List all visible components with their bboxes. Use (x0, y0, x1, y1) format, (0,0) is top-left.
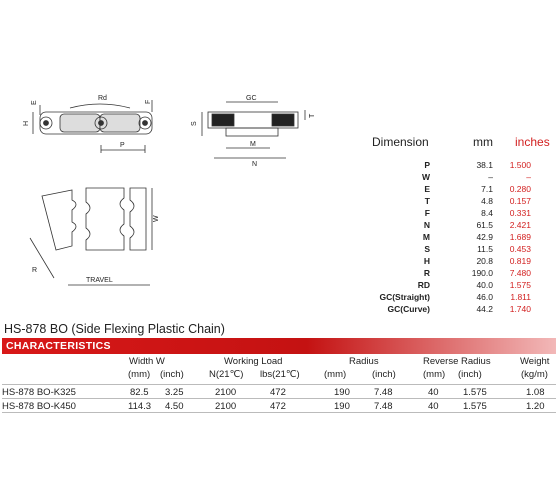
header-reverse-radius: Reverse Radius (423, 356, 491, 367)
drawing-label-h: H (23, 120, 30, 126)
dimension-row: M 42.9 1.689 (422, 232, 531, 242)
dimension-row: N 61.5 2.421 (423, 220, 531, 230)
drawing-label-rd: Rd (98, 95, 107, 102)
header-radius-mm: (mm) (324, 369, 347, 380)
header-width: Width W (129, 356, 165, 367)
dimension-row: E 7.1 0.280 (424, 184, 531, 194)
dimension-row: T 4.8 0.157 (424, 196, 531, 206)
dimension-header: Dimension (372, 135, 429, 149)
header-working-load: Working Load (224, 356, 283, 367)
row-radius-mm: 190 (334, 387, 350, 398)
header-rev-inch: (inch) (458, 369, 482, 380)
header-rev-mm: (mm) (423, 369, 446, 380)
header-weight: Weight (520, 356, 550, 367)
row-rev-mm: 40 (428, 387, 439, 398)
header-width-inch: (inch) (160, 369, 184, 380)
row-width-inch: 4.50 (165, 401, 184, 412)
dimension-row: S 11.5 0.453 (424, 244, 531, 254)
drawing-label-w: W (153, 215, 160, 222)
drawing-label-t: T (309, 113, 316, 118)
row-model: HS-878 BO-K450 (2, 401, 76, 412)
row-load-lbs: 472 (270, 401, 286, 412)
characteristics-label: CHARACTERISTICS (6, 340, 111, 352)
mm-header: mm (473, 135, 493, 149)
header-load-n: N(21℃) (209, 369, 244, 380)
header-radius: Radius (349, 356, 379, 367)
header-radius-inch: (inch) (372, 369, 396, 380)
characteristics-bar (2, 338, 556, 354)
row-load-n: 2100 (215, 387, 237, 398)
inches-header: inches (515, 135, 550, 149)
row-radius-mm: 190 (334, 401, 350, 412)
dimension-row: GC(Curve) 44.2 1.740 (387, 304, 531, 314)
front-view (202, 102, 305, 158)
dimension-row: GC(Straight) 46.0 1.811 (379, 292, 531, 302)
drawing-label-s: S (191, 121, 198, 126)
dimension-row: H 20.8 0.819 (423, 256, 531, 266)
side-view (33, 100, 152, 153)
drawing-label-p: P (120, 142, 125, 149)
row-model: HS-878 BO-K325 (2, 387, 76, 398)
row-radius-inch: 7.48 (374, 401, 393, 412)
product-title: HS-878 BO (Side Flexing Plastic Chain) (4, 322, 225, 336)
dimension-row: F 8.4 0.331 (424, 208, 531, 218)
row-weight: 1.20 (526, 401, 545, 412)
row-width-mm: 82.5 (130, 387, 149, 398)
dimension-row: P 38.1 1.500 (424, 160, 531, 170)
row-rev-inch: 1.575 (463, 401, 487, 412)
drawing-label-f: F (145, 99, 152, 104)
table-divider (2, 412, 556, 413)
row-width-mm: 114.3 (128, 401, 152, 412)
drawing-label-e: E (31, 100, 38, 105)
dimension-row: R 190.0 7.480 (423, 268, 531, 278)
row-load-lbs: 472 (270, 387, 286, 398)
row-rev-inch: 1.575 (463, 387, 487, 398)
table-divider (2, 398, 556, 399)
row-radius-inch: 7.48 (374, 387, 393, 398)
row-rev-mm: 40 (428, 401, 439, 412)
drawing-label-travel: TRAVEL (86, 277, 113, 284)
top-view (30, 188, 152, 285)
dimension-row: W – – (421, 172, 531, 182)
header-weight-unit: (kg/m) (521, 369, 548, 380)
header-load-lbs: lbs(21℃) (260, 369, 300, 380)
header-width-mm: (mm) (128, 369, 151, 380)
row-weight: 1.08 (526, 387, 545, 398)
drawing-label-n: N (252, 161, 258, 168)
dimension-row: RD 40.0 1.575 (417, 280, 531, 290)
row-width-inch: 3.25 (165, 387, 184, 398)
drawing-label-m: M (250, 141, 256, 148)
row-load-n: 2100 (215, 401, 237, 412)
table-divider (2, 384, 556, 385)
drawing-label-gc: GC (246, 95, 257, 102)
drawing-label-r: R (32, 267, 38, 274)
